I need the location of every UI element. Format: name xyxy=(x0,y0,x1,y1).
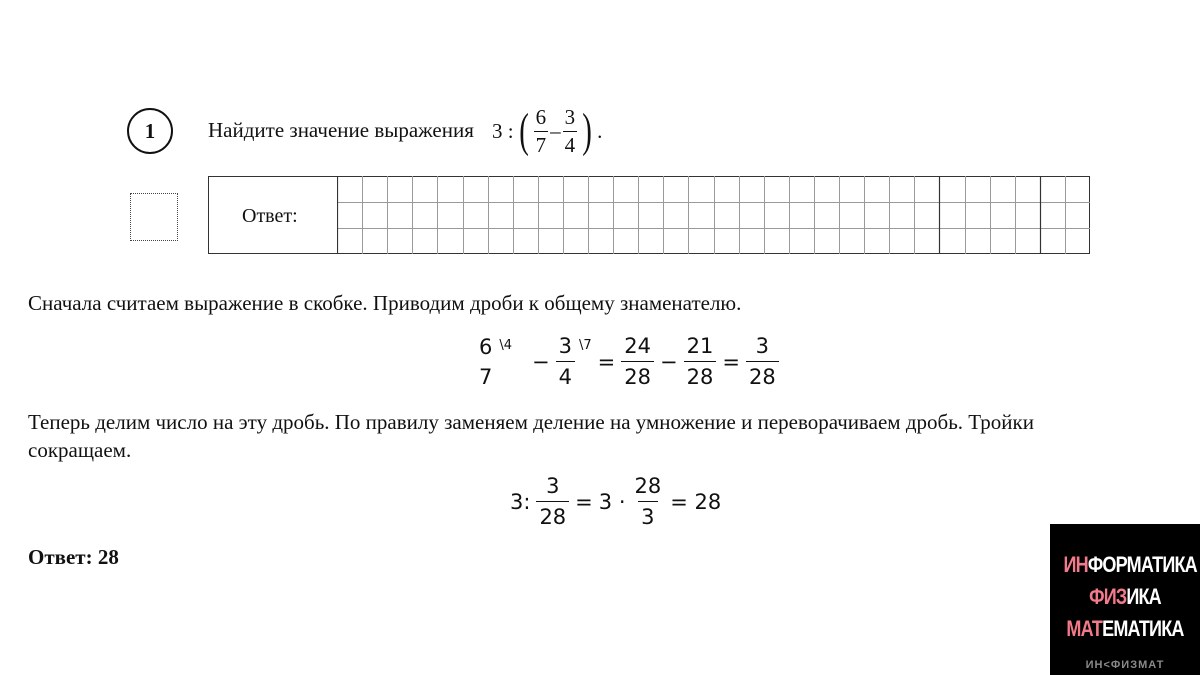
expression-fraction-2: $\frac{3}{4}$ xyxy=(564,104,576,157)
eq1-minus-2: − xyxy=(660,350,678,374)
eq2-fraction-1: $\frac{3}{28}$ xyxy=(536,476,569,528)
eq2-lead: 3: xyxy=(510,490,531,514)
eq2-mid: 3 · xyxy=(598,490,626,514)
eq1-fraction-1: 6 7 xyxy=(479,334,493,389)
solution-step2-text-line1: Теперь делим число на эту дробь. По правилу заменяем деление на умножение и переворачиваем дробь. Тройки xyxy=(28,410,1034,434)
eq1-factor-mark-1: \4 xyxy=(499,337,513,353)
task-number-badge xyxy=(127,108,173,154)
eq2-result: = 28 xyxy=(670,490,722,514)
expression-operator: – xyxy=(550,118,561,143)
expression-trail: . xyxy=(597,118,603,143)
eq2-equals: = xyxy=(575,490,593,514)
solution-step2-text-line2: сокращаем. xyxy=(28,438,132,462)
equation-1 xyxy=(476,336,779,388)
task-number: 1 xyxy=(144,118,156,143)
eq1-factor-mark-2: \7 xyxy=(579,337,592,353)
logo-footer: ИН<ФИЗМАТ xyxy=(1085,659,1165,671)
expression-lead: 3 : xyxy=(492,118,514,143)
infizmat-logo xyxy=(1050,524,1200,675)
task-prompt: Найдите значение выражения xyxy=(208,118,474,142)
logo-line-3: МАТЕМАТИКА xyxy=(1066,616,1184,641)
eq2-fraction-2: $\frac{28}{3}$ xyxy=(634,474,662,529)
answer-label: Ответ: xyxy=(242,205,298,227)
eq1-equals-2: = xyxy=(722,350,740,374)
answer-grid[interactable] xyxy=(337,176,1090,254)
final-answer: Ответ: 28 xyxy=(28,545,119,569)
eq1-fraction-5: $\frac{3}{28}$ xyxy=(746,336,779,388)
solution-step1-text: Сначала считаем выражение в скобке. Приводим дроби к общему знаменателю. xyxy=(28,291,742,315)
right-paren: ) xyxy=(582,104,592,157)
left-paren: ( xyxy=(518,104,529,157)
expression-fraction-1: $\frac{6}{7}$ xyxy=(535,104,547,157)
logo-line-1: ИНФОРМАТИКА xyxy=(1063,552,1197,577)
eq1-minus: − xyxy=(532,350,550,374)
task-expression xyxy=(492,100,602,162)
eq1-fraction-4: $\frac{21}{28}$ xyxy=(684,336,717,388)
eq1-fraction-2: $\frac{3}{4}$ xyxy=(556,336,575,388)
eq1-equals: = xyxy=(597,350,616,374)
logo-line-2: ФИЗИКА xyxy=(1089,584,1161,609)
check-box xyxy=(130,193,178,241)
equation-2 xyxy=(510,476,721,528)
eq1-fraction-3: $\frac{24}{28}$ xyxy=(621,336,654,388)
